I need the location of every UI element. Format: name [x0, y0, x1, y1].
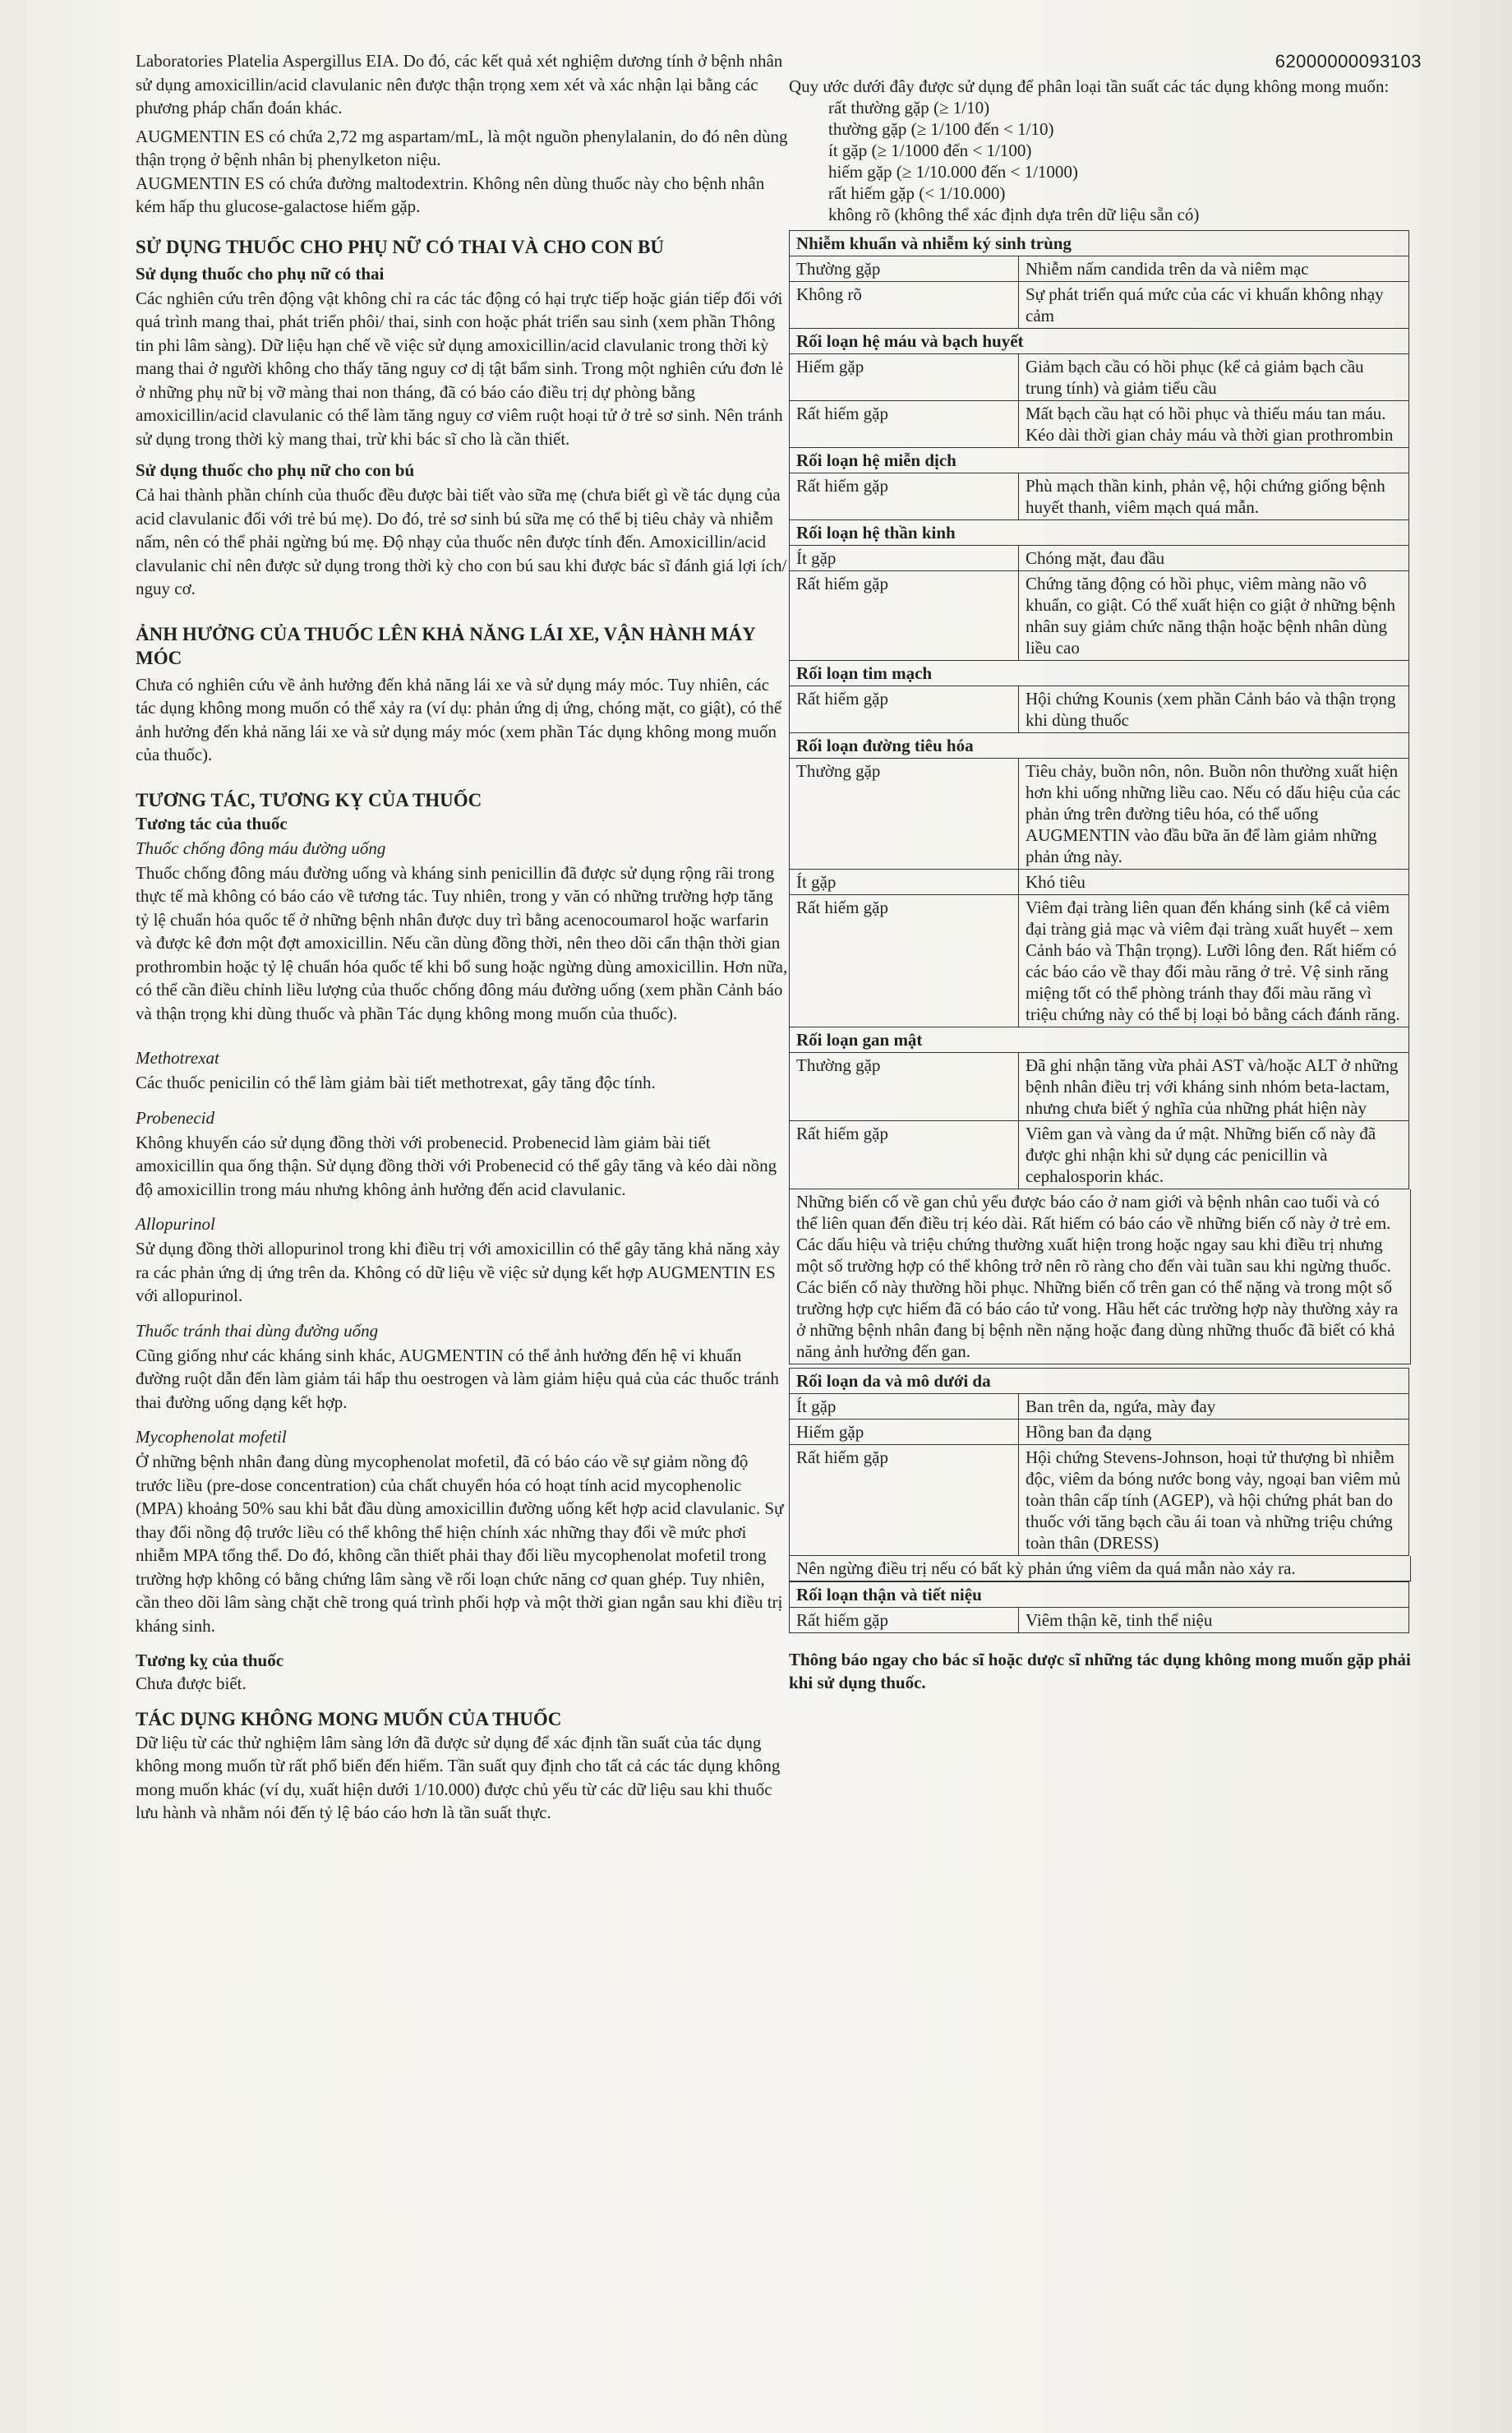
skin-effects-table: [789, 1368, 1409, 1556]
table-row: [790, 256, 1409, 282]
intro-paragraph-3: AUGMENTIN ES có chứa đường maltodextrin. Không nên dùng thuốc này cho bệnh nhân kém hấp thu glucose-galactose hiếm gặp.: [136, 173, 765, 216]
table-row: [790, 686, 1409, 733]
effect-cell: Đã ghi nhận tăng vừa phải AST và/hoặc ALT ở những bệnh nhân điều trị với kháng sinh nhóm beta-lactam, nhưng chưa biết ý nghĩa của những phát hiện này: [1019, 1053, 1409, 1121]
frequency-intro: Quy ước dưới đây được sử dụng để phân loại tần suất các tác dụng không mong muốn:: [789, 76, 1390, 96]
frequency-cell: Ít gặp: [790, 1394, 1019, 1420]
table-section-title: Rối loạn thận và tiết niệu: [790, 1582, 1409, 1608]
allopurinol-heading: Allopurinol: [136, 1214, 215, 1234]
effect-cell: Viêm gan và vàng da ứ mật. Những biến cố này đã được ghi nhận khi sử dụng các penicillin và cephalosporin khác.: [1019, 1121, 1409, 1189]
effect-cell: Khó tiêu: [1019, 870, 1409, 895]
probenecid-heading: Probenecid: [136, 1107, 215, 1128]
effect-cell: Sự phát triển quá mức của các vi khuẩn không nhạy cảm: [1019, 282, 1409, 329]
effect-cell: Mất bạch cầu hạt có hồi phục và thiếu máu tan máu. Kéo dài thời gian chảy máu và thời gian prothrombin: [1019, 401, 1409, 448]
effect-cell: Viêm thận kẽ, tinh thể niệu: [1019, 1608, 1409, 1633]
mycophenolat-heading: Mycophenolat mofetil: [136, 1427, 287, 1447]
table-section-title: Rối loạn da và mô dưới da: [790, 1369, 1409, 1394]
effect-cell: Phù mạch thần kinh, phản vệ, hội chứng giống bệnh huyết thanh, viêm mạch quá mẫn.: [1019, 473, 1409, 520]
table-section-title: Rối loạn hệ máu và bạch huyết: [790, 329, 1409, 354]
table-section-row: [790, 1369, 1409, 1394]
frequency-item: hiếm gặp (≥ 1/10.000 đến < 1/1000): [828, 162, 1078, 182]
frequency-item: thường gặp (≥ 1/100 đến < 1/10): [828, 119, 1054, 139]
table-section-row: [790, 733, 1409, 759]
table-row: [790, 1121, 1409, 1189]
frequency-cell: Rất hiếm gặp: [790, 401, 1019, 448]
table-row: [790, 1053, 1409, 1121]
allopurinol-paragraph: Sử dụng đồng thời allopurinol trong khi điều trị với amoxicillin có thể gây tăng khả năng xảy ra các phản ứng dị ứng trên da. Không có dữ liệu về việc sử dụng kết hợp AUGMENTIN ES với allopurinol.: [136, 1239, 781, 1305]
frequency-cell: Thường gặp: [790, 759, 1019, 870]
frequency-cell: Rất hiếm gặp: [790, 686, 1019, 733]
effect-cell: Tiêu chảy, buồn nôn, nôn. Buồn nôn thường xuất hiện hơn khi uống những liều cao. Nếu có dấu hiệu của các phản ứng trên đường tiêu hóa, có thể uống AUGMENTIN vào đầu bữa ăn để làm giảm những phản ứng này.: [1019, 759, 1409, 870]
effect-cell: Viêm đại tràng liên quan đến kháng sinh (kể cả viêm đại tràng giả mạc và viêm đại tràng xuất huyết – xem Cảnh báo và Thận trọng). Lưỡi lông đen. Rất hiếm có các báo cáo về thay đổi màu răng ở trẻ. Vệ sinh răng miệng tốt có thể phòng tránh thay đổi màu răng vì triệu chứng này có thể bị loại bỏ bằng cách đánh răng.: [1019, 895, 1409, 1027]
table-row: [790, 1394, 1409, 1420]
breastfeeding-paragraph: Cả hai thành phần chính của thuốc đều được bài tiết vào sữa mẹ (chưa biết gì về tác dụng của acid clavulanic đối với trẻ bú mẹ). Do đó, trẻ sơ sinh bú sữa mẹ có thể bị tiêu chảy và nhiễm nấm, nên có thể phải ngừng bú mẹ. Độ nhạy của thuốc nên được tính đến. Amoxicillin/acid clavulanic chỉ nên được sử dụng trong thời kỳ cho con bú sau khi được bác sĩ đánh giá lợi ích/ nguy cơ.: [136, 485, 787, 598]
interaction-subheading: Tương tác của thuốc: [136, 813, 288, 833]
effect-cell: Hồng ban đa dạng: [1019, 1420, 1409, 1445]
table-section-title: Nhiễm khuẩn và nhiễm ký sinh trùng: [790, 231, 1409, 256]
incompatibility-paragraph: Chưa được biết.: [136, 1674, 247, 1693]
right-column: [789, 76, 1418, 1694]
frequency-cell: Ít gặp: [790, 870, 1019, 895]
table-row: [790, 895, 1409, 1027]
frequency-list: [828, 97, 1418, 225]
frequency-cell: Rất hiếm gặp: [790, 571, 1019, 661]
skin-note: Nên ngừng điều trị nếu có bất kỳ phản ứng viêm da quá mẫn nào xảy ra.: [789, 1556, 1411, 1581]
table-section-row: [790, 231, 1409, 256]
effect-cell: Hội chứng Kounis (xem phần Cảnh báo và thận trọng khi dùng thuốc: [1019, 686, 1409, 733]
pregnancy-heading: SỬ DỤNG THUỐC CHO PHỤ NỮ CÓ THAI VÀ CHO CON BÚ: [136, 236, 664, 257]
intro-paragraph-2: AUGMENTIN ES có chứa 2,72 mg aspartam/mL, là một nguồn phenylalanin, do đó nên dùng thận trọng ở bệnh nhân bị phenylketon niệu.: [136, 126, 788, 169]
frequency-item: không rõ (không thể xác định dựa trên dữ liệu sẵn có): [828, 205, 1200, 224]
table-row: [790, 473, 1409, 520]
table-section-row: [790, 448, 1409, 473]
liver-note-paragraph: Các dấu hiệu và triệu chứng thường xuất hiện trong hoặc ngay sau khi điều trị nhưng một số trường hợp có thể không trở nên rõ ràng cho đến vài tuần sau khi ngừng thuốc. Các biến cố này thường hồi phục. Những biến cố trên gan có thể nặng và trong một số trường hợp cực hiếm đã có báo cáo tử vong. Hầu hết các trường hợp này thường xảy ra ở những bệnh nhân đang bị bệnh nền nặng hoặc đang dùng những thuốc đã biết có khả năng ảnh hưởng đến gan.: [796, 1235, 1399, 1361]
document-number: 62000000093103: [1275, 51, 1422, 72]
adverse-effects-paragraph: Dữ liệu từ các thử nghiệm lâm sàng lớn đã được sử dụng để xác định tần suất của tác dụng không mong muốn từ rất phổ biến đến hiếm. Tần suất quy định cho tất cả các tác dụng không mong muốn khác (ví dụ, xuất hiện dưới 1/10.000) được chủ yếu từ các dữ liệu sau khi thuốc lưu hành và nhằm nói đến tỷ lệ báo cáo hơn là tần suất thực.: [136, 1732, 781, 1822]
frequency-item: rất hiếm gặp (< 1/10.000): [828, 183, 1006, 203]
frequency-cell: Hiếm gặp: [790, 1420, 1019, 1445]
anticoagulant-heading: Thuốc chống đông máu đường uống: [136, 838, 386, 858]
liver-note: [789, 1189, 1411, 1364]
contraceptive-heading: Thuốc tránh thai dùng đường uống: [136, 1320, 379, 1341]
adverse-effects-heading: TÁC DỤNG KHÔNG MONG MUỐN CỦA THUỐC: [136, 1708, 562, 1729]
contraceptive-paragraph: Cũng giống như các kháng sinh khác, AUGMENTIN có thể ảnh hưởng đến hệ vi khuẩn đường ruột dẫn đến làm giảm tái hấp thu oestrogen và làm giảm hiệu quả của các thuốc tránh thai đường uống dạng kết hợp.: [136, 1345, 779, 1412]
frequency-cell: Ít gặp: [790, 546, 1019, 571]
table-section-row: [790, 1582, 1409, 1608]
probenecid-paragraph: Không khuyến cáo sử dụng đồng thời với probenecid. Probenecid làm giảm bài tiết amoxicillin qua ống thận. Sử dụng đồng thời với Probenecid có thể gây tăng và kéo dài nồng độ amoxicillin trong máu nhưng không ảnh hưởng đến acid clavulanic.: [136, 1132, 777, 1199]
effect-cell: Giảm bạch cầu có hồi phục (kể cả giảm bạch cầu trung tính) và giảm tiểu cầu: [1019, 354, 1409, 401]
table-row: [790, 282, 1409, 329]
interaction-heading: TƯƠNG TÁC, TƯƠNG KỴ CỦA THUỐC: [136, 789, 482, 810]
frequency-item: ít gặp (≥ 1/1000 đến < 1/100): [828, 141, 1032, 160]
table-row: [790, 759, 1409, 870]
table-section-title: Rối loạn gan mật: [790, 1027, 1409, 1053]
frequency-cell: Thường gặp: [790, 256, 1019, 282]
effect-cell: Chóng mặt, đau đầu: [1019, 546, 1409, 571]
table-section-row: [790, 661, 1409, 686]
breastfeeding-subheading: Sử dụng thuốc cho phụ nữ cho con bú: [136, 460, 415, 480]
table-section-row: [790, 520, 1409, 546]
table-section-title: Rối loạn hệ miễn dịch: [790, 448, 1409, 473]
table-section-title: Rối loạn hệ thần kinh: [790, 520, 1409, 546]
mycophenolat-paragraph: Ở những bệnh nhân đang dùng mycophenolat mofetil, đã có báo cáo về sự giảm nồng độ trước liều (pre-dose concentration) của chất chuyển hóa có hoạt tính acid mycophenolic (MPA) khoảng 50% sau khi bắt đầu dùng amoxicillin đường uống kết hợp acid clavulanic. Sự thay đổi nồng độ trước liều có thể không thể hiện chính xác những thay đổi về mức phơi nhiễm MPA tổng thể. Do đó, không cần thiết phải thay đổi liều mycophenolat mofetil trong trường hợp không có bằng chứng lâm sàng về rối loạn chức năng cơ quan ghép. Tuy nhiên, cần theo dõi lâm sàng chặt chẽ trong quá trình phối hợp và một thời gian ngắn sau khi điều trị kháng sinh.: [136, 1452, 784, 1636]
incompatibility-heading: Tương kỵ của thuốc: [136, 1650, 284, 1670]
intro-paragraph-1: Laboratories Platelia Aspergillus EIA. Do đó, các kết quả xét nghiệm dương tính ở bệnh nhân sử dụng amoxicillin/acid clavulanic nên được thận trọng xem xét và xác nhận lại bằng các phương pháp chẩn đoán khác.: [136, 51, 783, 118]
table-section-row: [790, 329, 1409, 354]
table-row: [790, 870, 1409, 895]
table-row: [790, 571, 1409, 661]
table-row: [790, 1445, 1409, 1556]
liver-note-paragraph: Những biến cố về gan chủ yếu được báo cáo ở nam giới và bệnh nhân cao tuổi và có thể liên quan đến điều trị kéo dài. Rất hiếm có báo cáo về những biến cố này ở trẻ em.: [796, 1192, 1391, 1233]
methotrexat-paragraph: Các thuốc penicilin có thể làm giảm bài tiết methotrexat, gây tăng độc tính.: [136, 1073, 656, 1092]
frequency-item: rất thường gặp (≥ 1/10): [828, 98, 990, 118]
frequency-cell: Rất hiếm gặp: [790, 895, 1019, 1027]
table-row: [790, 546, 1409, 571]
table-row: [790, 1420, 1409, 1445]
driving-paragraph: Chưa có nghiên cứu về ảnh hưởng đến khả năng lái xe và sử dụng máy móc. Tuy nhiên, các tác dụng không mong muốn có thể xảy ra (ví dụ: phản ứng dị ứng, chóng mặt, co giật), có thể ảnh hưởng đến khả năng lái xe và sử dụng máy móc (xem phần Tác dụng không mong muốn của thuốc).: [136, 674, 782, 764]
table-section-row: [790, 1027, 1409, 1053]
table-row: [790, 1608, 1409, 1633]
effect-cell: Chứng tăng động có hồi phục, viêm màng não vô khuẩn, co giật. Có thể xuất hiện co giật ở những bệnh nhân suy giảm chức năng thận hoặc bệnh nhân dùng liều cao: [1019, 571, 1409, 661]
pregnancy-paragraph: Các nghiên cứu trên động vật không chỉ ra các tác động có hại trực tiếp hoặc gián tiếp đối với quá trình mang thai, phát triển phôi/ thai, sinh con hoặc phát triển sau sinh (xem phần Thông tin phi lâm sàng). Dữ liệu hạn chế về việc sử dụng amoxicillin/acid clavulanic trong thời kỳ mang thai ở người không cho thấy tăng nguy cơ dị tật bẩm sinh. Trong một nghiên cứu đơn lẻ ở những phụ nữ bị vỡ màng thai non tháng, đã có báo cáo điều trị dự phòng bằng amoxicillin/acid clavulanic có thể làm tăng nguy cơ viêm ruột hoại tử ở trẻ sơ sinh. Nên tránh sử dụng trong thời kỳ mang thai, trừ khi bác sĩ cho là cần thiết.: [136, 288, 784, 449]
effect-cell: Nhiễm nấm candida trên da và niêm mạc: [1019, 256, 1409, 282]
driving-heading: ẢNH HƯỞNG CỦA THUỐC LÊN KHẢ NĂNG LÁI XE, VẬN HÀNH MÁY MÓC: [136, 623, 755, 668]
effect-cell: Hội chứng Stevens-Johnson, hoại tử thượng bì nhiễm độc, viêm da bóng nước bong vảy, ngoại ban viêm mủ toàn thân cấp tính (AGEP), và hội chứng phát ban do thuốc với tăng bạch cầu ái toan và những triệu chứng toàn thân (DRESS): [1019, 1445, 1409, 1556]
anticoagulant-paragraph: Thuốc chống đông máu đường uống và kháng sinh penicillin đã được sử dụng rộng rãi trong thực tế mà không có báo cáo về tương tác. Tuy nhiên, trong y văn có những trường hợp tăng tỷ lệ chuẩn hóa quốc tế ở những bệnh nhân được duy trì bằng acenocoumarol hoặc warfarin và được kê đơn một đợt amoxicillin. Nếu cần dùng đồng thời, nên theo dõi cẩn thận thời gian prothrombin hoặc tỷ lệ chuẩn hóa quốc tế khi bổ sung hoặc ngừng dùng amoxicillin. Hơn nữa, có thể cần điều chỉnh liều lượng của thuốc chống đông máu đường uống (xem phần Cảnh báo và thận trọng khi dùng thuốc và phần Tác dụng không mong muốn của thuốc).: [136, 862, 788, 1023]
left-column: [136, 49, 789, 1830]
table-section-title: Rối loạn tim mạch: [790, 661, 1409, 686]
table-row: [790, 354, 1409, 401]
adverse-effects-table: [789, 230, 1409, 1189]
effect-cell: Ban trên da, ngứa, mày đay: [1019, 1394, 1409, 1420]
frequency-cell: Rất hiếm gặp: [790, 1608, 1019, 1633]
report-notice: Thông báo ngay cho bác sĩ hoặc dược sĩ những tác dụng không mong muốn gặp phải khi sử dụng thuốc.: [789, 1650, 1411, 1692]
renal-effects-table: [789, 1581, 1409, 1633]
table-row: [790, 401, 1409, 448]
frequency-cell: Rất hiếm gặp: [790, 1445, 1019, 1556]
table-section-title: Rối loạn đường tiêu hóa: [790, 733, 1409, 759]
pregnancy-subheading: Sử dụng thuốc cho phụ nữ có thai: [136, 263, 385, 284]
frequency-cell: Hiếm gặp: [790, 354, 1019, 401]
frequency-cell: Rất hiếm gặp: [790, 473, 1019, 520]
methotrexat-heading: Methotrexat: [136, 1048, 219, 1068]
frequency-cell: Rất hiếm gặp: [790, 1121, 1019, 1189]
frequency-cell: Không rõ: [790, 282, 1019, 329]
frequency-cell: Thường gặp: [790, 1053, 1019, 1121]
